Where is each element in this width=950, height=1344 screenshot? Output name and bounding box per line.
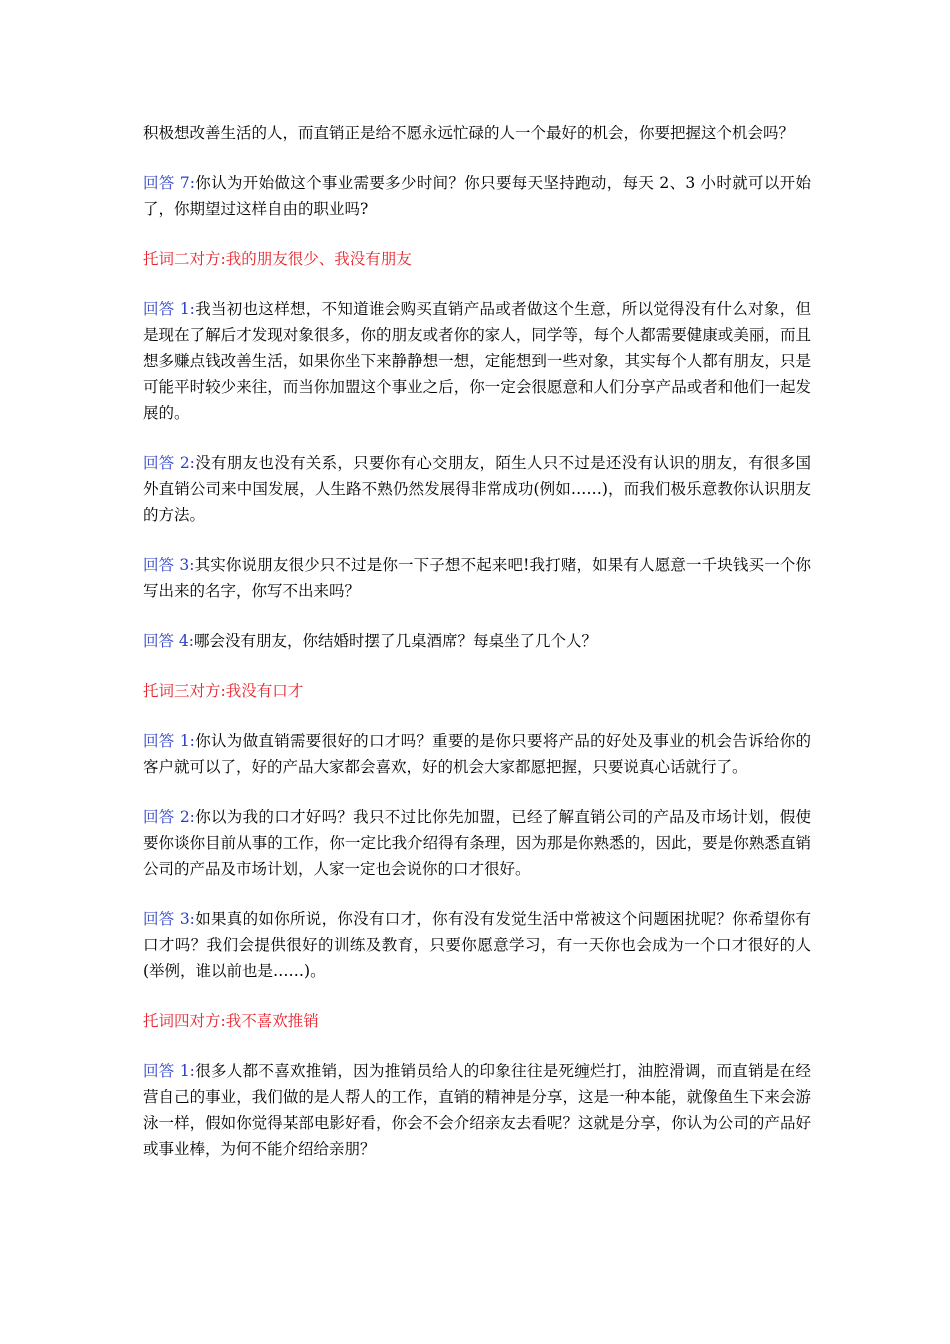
objection-text: 我没有口才 <box>225 682 304 700</box>
objection-heading <box>143 678 811 704</box>
answer-paragraph <box>143 296 811 426</box>
answer-text: 你认为做直销需要很好的口才吗？重要的是你只要将产品的好处及事业的机会告诉给你的客户就可以了，好的产品大家都会喜欢，好的机会大家都愿把握，只要说真心话就行了。 <box>143 732 811 776</box>
answer-text: 没有朋友也没有关系，只要你有心交朋友，陌生人只不过是还没有认识的朋友，有很多国外直销公司来中国发展，人生路不熟仍然发展得非常成功(例如……)，而我们极乐意教你认识朋友的方法。 <box>143 454 811 524</box>
answer-label: 回答 3: <box>143 910 195 928</box>
answer-paragraph <box>143 728 811 780</box>
answer-paragraph <box>143 552 811 604</box>
answer-text: 哪会没有朋友，你结婚时摆了几桌酒席？每桌坐了几个人？ <box>194 632 598 650</box>
answer-label: 回答 1: <box>143 732 195 750</box>
answer-text: 你认为开始做这个事业需要多少时间？你只要每天坚持跑动，每天 2、3 小时就可以开始了，你期望过这样自由的职业吗? <box>143 174 811 218</box>
objection-heading <box>143 1008 811 1034</box>
answer-text: 你以为我的口才好吗？我只不过比你先加盟，已经了解直销公司的产品及市场计划，假使要你谈你目前从事的工作，你一定比我介绍得有条理，因为那是你熟悉的，因此，要是你熟悉直销公司的产品及市场计划，人家一定也会说你的口才很好。 <box>143 808 811 878</box>
answer-label: 回答 1: <box>143 1062 195 1080</box>
objection-label: 托词二对方: <box>143 250 226 268</box>
objection-label: 托词三对方: <box>143 682 226 700</box>
answer-paragraph <box>143 906 811 984</box>
answer-text: 如果真的如你所说，你没有口才，你有没有发觉生活中常被这个问题困扰呢？你希望你有口才吗？我们会提供很好的训练及教育，只要你愿意学习，有一天你也会成为一个口才很好的人(举例，谁以前也是……)。 <box>143 910 811 980</box>
answer-text: 很多人都不喜欢推销，因为推销员给人的印象往往是死缠烂打，油腔滑调，而直销是在经营自己的事业，我们做的是人帮人的工作，直销的精神是分享，这是一种本能，就像鱼生下来会游泳一样，假如你觉得某部电影好看，你会不会介绍亲友去看呢？这就是分享，你认为公司的产品好或事业棒，为何不能介绍给亲朋？ <box>143 1062 811 1158</box>
objection-label: 托词四对方: <box>143 1012 226 1030</box>
objection-text: 我的朋友很少、我没有朋友 <box>225 250 412 268</box>
answer-paragraph <box>143 628 811 654</box>
answer-label: 回答 7: <box>143 174 195 192</box>
answer-text: 其实你说朋友很少只不过是你一下子想不起来吧!我打赌，如果有人愿意一千块钱买一个你写出来的名字，你写不出来吗？ <box>143 556 811 600</box>
answer-label: 回答 4: <box>143 632 195 650</box>
answer-label: 回答 2: <box>143 454 195 472</box>
objection-text: 我不喜欢推销 <box>225 1012 319 1030</box>
answer-paragraph <box>143 1058 811 1162</box>
answer-paragraph <box>143 804 811 882</box>
answer-paragraph <box>143 170 811 222</box>
answer-label: 回答 2: <box>143 808 195 826</box>
document-body <box>143 120 811 1186</box>
objection-heading <box>143 246 811 272</box>
answer-label: 回答 3: <box>143 556 195 574</box>
answer-text: 我当初也这样想，不知道谁会购买直销产品或者做这个生意，所以觉得没有什么对象，但是现在了解后才发现对象很多，你的朋友或者你的家人，同学等，每个人都需要健康或美丽，而且想多赚点钱改善生活，如果你坐下来静静想一想，定能想到一些对象，其实每个人都有朋友，只是可能平时较少来往，而当你加盟这个事业之后，你一定会很愿意和人们分享产品或者和他们一起发展的。 <box>143 300 811 422</box>
answer-label: 回答 1: <box>143 300 195 318</box>
answer-paragraph <box>143 450 811 528</box>
paragraph-text: 积极想改善生活的人，而直销正是给不愿永远忙碌的人一个最好的机会，你要把握这个机会吗？ <box>143 124 795 142</box>
paragraph <box>143 120 811 146</box>
